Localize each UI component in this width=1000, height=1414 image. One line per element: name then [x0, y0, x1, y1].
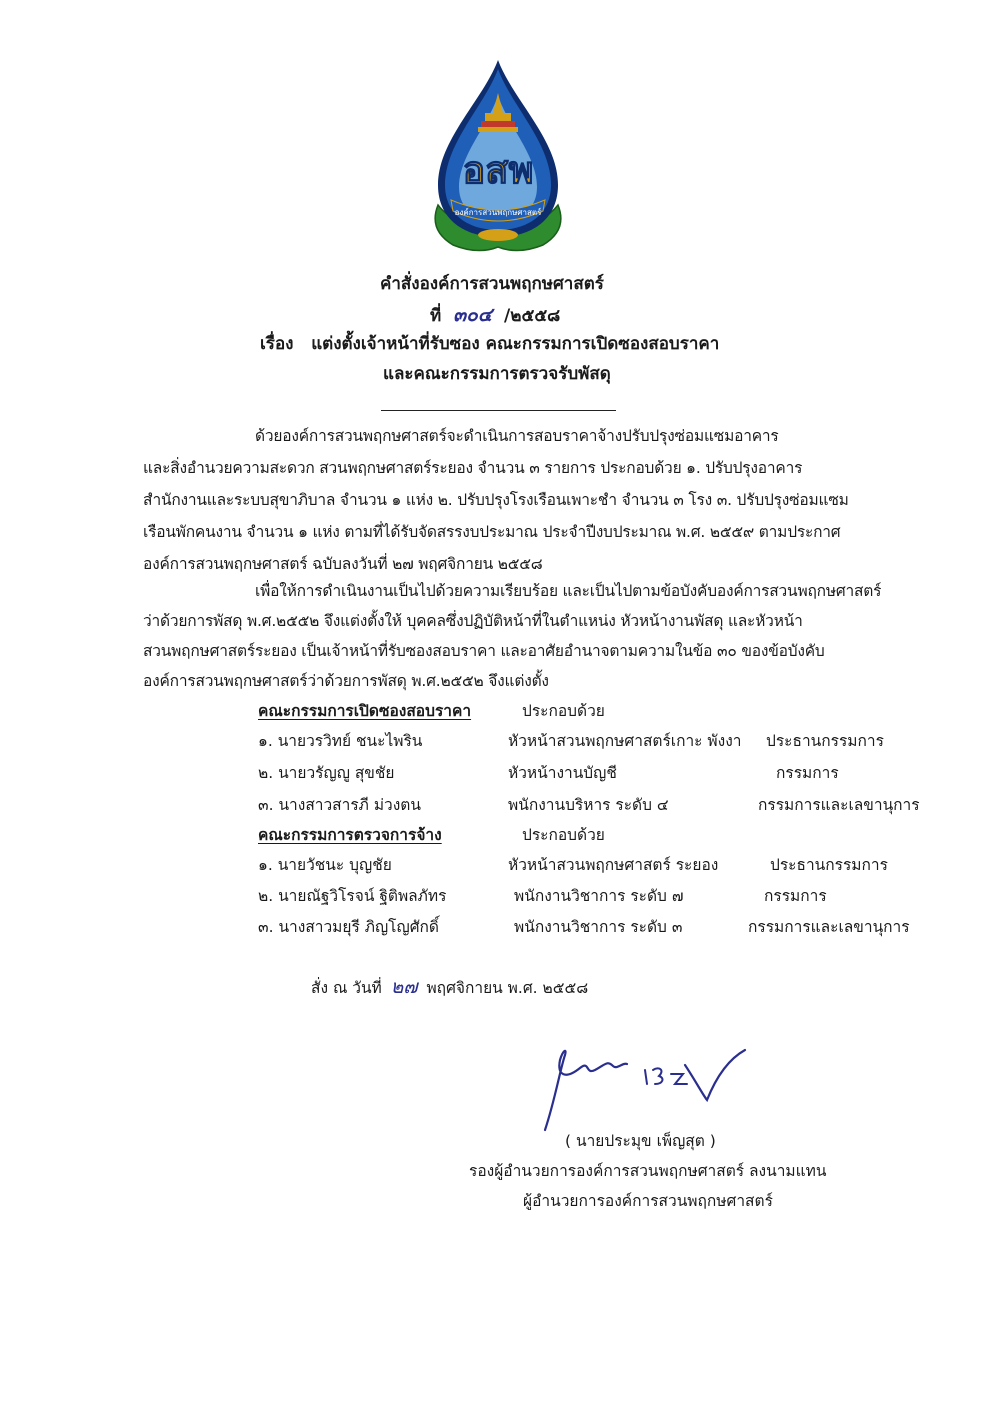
subject-line-1: [260, 330, 719, 357]
committee2-heading: คณะกรรมการตรวจการจ้าง: [258, 826, 442, 844]
para1-line-1: ด้วยองค์การสวนพฤกษศาสตร์จะดำเนินการสอบราคาจ้างปรับปรุงซ่อมแซมอาคาร: [255, 427, 779, 445]
committee2-member-2-position: พนักงานวิชาการ ระดับ ๗: [514, 887, 684, 905]
committee2-member-2-name: ๒. นายณัฐวิโรจน์ ฐิติพลภัทร: [258, 887, 447, 905]
committee2-member-3-position: พนักงานวิชาการ ระดับ ๓: [514, 918, 683, 936]
subject-label: เรื่อง: [260, 334, 294, 354]
signer-title-2: ผู้อำนวยการองค์การสวนพฤกษศาสตร์: [523, 1192, 773, 1210]
order-number: [430, 300, 560, 330]
signature-scribble-icon: [535, 1040, 765, 1140]
order-date-rest: พฤศจิกายน พ.ศ. ๒๕๕๘: [426, 979, 589, 997]
para2-line-4: องค์การสวนพฤกษศาสตร์ว่าด้วยการพัสดุ พ.ศ.๒๕๕๒ จึงแต่งตั้ง: [143, 672, 549, 690]
committee2-suffix: ประกอบด้วย: [522, 826, 605, 844]
committee1-member-2-name: ๒. นายวรัญญู สุขชัย: [258, 764, 395, 782]
committee1-member-1-role: ประธานกรรมการ: [766, 732, 884, 750]
svg-text:อสพ: อสพ: [462, 147, 534, 192]
committee1-member-3-position: พนักงานบริหาร ระดับ ๔: [508, 796, 669, 814]
committee2-member-1-name: ๑. นายวัชนะ บุญชัย: [258, 856, 392, 874]
order-date-day-handwritten: ๒๗: [390, 976, 418, 998]
header-divider: [381, 410, 616, 411]
svg-text:องค์การสวนพฤกษศาสตร์: องค์การสวนพฤกษศาสตร์: [454, 208, 542, 217]
committee2-member-3-role: กรรมการและเลขานุการ: [748, 918, 910, 936]
signer-title-1: รองผู้อำนวยการองค์การสวนพฤกษศาสตร์ ลงนามแทน: [469, 1162, 827, 1180]
committee1-member-1-name: ๑. นายวรวิทย์ ชนะไพริน: [258, 732, 423, 750]
para2-line-3: สวนพฤกษศาสตร์ระยอง เป็นเจ้าหน้าที่รับซองสอบราคา และอาศัยอำนาจตามความในข้อ ๓๐ ของข้อบังคับ: [143, 642, 825, 660]
para1-line-2: และสิ่งอำนวยความสะดวก สวนพฤกษศาสตร์ระยอง จำนวน ๓ รายการ ประกอบด้วย ๑. ปรับปรุงอาคาร: [143, 459, 803, 477]
committee1-member-2-position: หัวหน้างานบัญชี: [508, 764, 617, 782]
para1-line-5: องค์การสวนพฤกษศาสตร์ ฉบับลงวันที่ ๒๗ พฤศจิกายน ๒๕๕๘: [143, 555, 543, 573]
number-prefix: ที่: [430, 306, 442, 326]
para2-line-1: เพื่อให้การดำเนินงานเป็นไปด้วยความเรียบร้อย และเป็นไปตามข้อบังคับองค์การสวนพฤกษศาสตร์: [255, 582, 882, 600]
committee2-member-1-position: หัวหน้าสวนพฤกษศาสตร์ ระยอง: [508, 856, 719, 874]
committee1-suffix: ประกอบด้วย: [522, 702, 605, 720]
order-date-prefix: สั่ง ณ วันที่: [311, 979, 382, 997]
committee2-member-3-name: ๓. นางสาวมยุรี ภิญโญศักดิ์: [258, 918, 439, 936]
committee1-member-3-name: ๓. นางสาวสารภี ม่วงตน: [258, 796, 421, 814]
number-handwritten: ๓๐๔: [453, 304, 493, 326]
signer-name: ( นายประมุข เพ็ญสุต ): [565, 1132, 716, 1150]
committee1-heading: คณะกรรมการเปิดซองสอบราคา: [258, 702, 472, 720]
subject-text-1: แต่งตั้งเจ้าหน้าที่รับซอง คณะกรรมการเปิดซองสอบราคา: [311, 334, 720, 354]
order-date: [311, 972, 588, 1002]
committee1-member-1-position: หัวหน้าสวนพฤกษศาสตร์เกาะ พังงา: [508, 732, 742, 750]
organization-logo-icon: [423, 55, 573, 255]
number-suffix: /๒๕๕๘: [504, 306, 561, 326]
para1-line-3: สำนักงานและระบบสุขาภิบาล จำนวน ๑ แห่ง ๒. ปรับปรุงโรงเรือนเพาะชำ จำนวน ๓ โรง ๓. ปรับปรุงซ่อมแซม: [143, 491, 849, 509]
order-title: คำสั่งองค์การสวนพฤกษศาสตร์: [380, 274, 604, 294]
committee2-member-2-role: กรรมการ: [764, 887, 827, 905]
committee1-member-2-role: กรรมการ: [776, 764, 839, 782]
para1-line-4: เรือนพักคนงาน จำนวน ๑ แห่ง ตามที่ได้รับจัดสรรงบประมาณ ประจำปีงบประมาณ พ.ศ. ๒๕๕๙ ตามประกาศ: [143, 523, 841, 541]
subject-line-2: และคณะกรรมการตรวจรับพัสดุ: [383, 364, 611, 384]
committee2-member-1-role: ประธานกรรมการ: [770, 856, 888, 874]
committee1-member-3-role: กรรมการและเลขานุการ: [758, 796, 920, 814]
para2-line-2: ว่าด้วยการพัสดุ พ.ศ.๒๕๕๒ จึงแต่งตั้งให้ บุคคลซึ่งปฏิบัติหน้าที่ในตำแหน่ง หัวหน้างานพัสดุ และหัวหน้า: [143, 612, 803, 630]
